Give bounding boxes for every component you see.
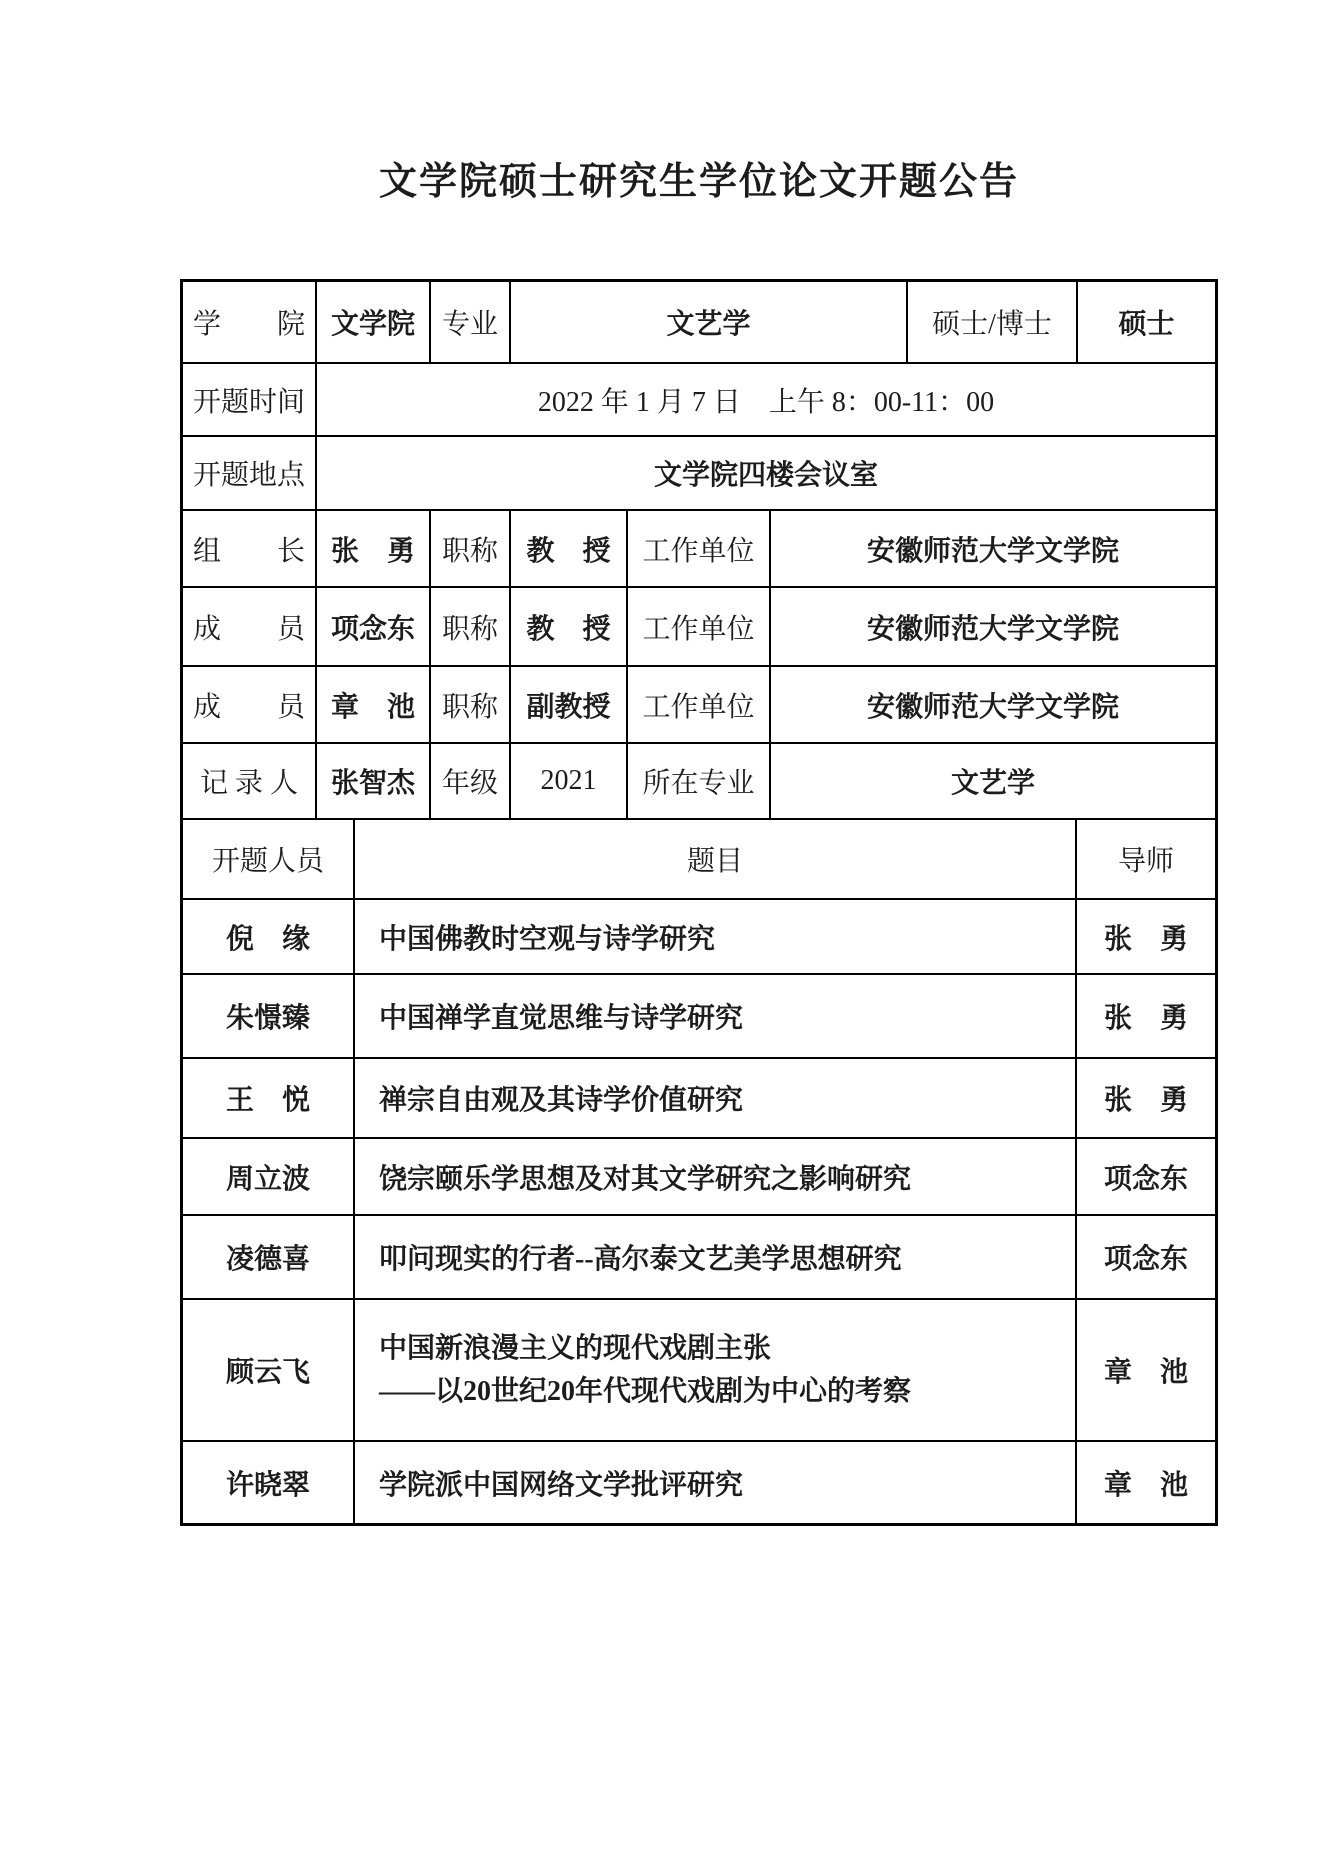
topic-person: 顾云飞 <box>183 1300 355 1440</box>
topic-row <box>183 1059 1215 1139</box>
topics-header-topic: 题目 <box>355 820 1077 898</box>
chair-title: 教 授 <box>511 511 628 586</box>
major-value: 文艺学 <box>511 282 908 362</box>
chair-role: 组 长 <box>183 511 317 586</box>
announcement-table <box>180 279 1218 1526</box>
topic-row <box>183 900 1215 975</box>
topic-row <box>183 1442 1215 1523</box>
topic-row <box>183 1216 1215 1300</box>
member1-role: 成 员 <box>183 588 317 665</box>
row-time <box>183 364 1215 437</box>
row-committee-member-2 <box>183 667 1215 744</box>
member1-unit-label: 工作单位 <box>628 588 771 665</box>
member2-role: 成 员 <box>183 667 317 742</box>
topic-advisor: 张 勇 <box>1103 1085 1188 1116</box>
school-value: 文学院 <box>317 282 431 362</box>
recorder-grade: 2021 <box>511 744 628 818</box>
chair-title-label: 职称 <box>431 511 511 586</box>
row-school <box>183 282 1215 364</box>
recorder-label: 记 录 人 <box>183 744 317 818</box>
row-topics-header <box>183 820 1215 900</box>
topic-person: 朱憬臻 <box>183 975 355 1057</box>
recorder-grade-label: 年级 <box>431 744 511 818</box>
topic-title-line-1: 中国新浪漫主义的现代戏剧主张 <box>379 1332 772 1364</box>
topics-header-advisor: 导师 <box>1117 846 1174 877</box>
topic-person: 王 悦 <box>183 1059 355 1137</box>
topic-advisor: 项念东 <box>1103 1163 1188 1195</box>
topic-title: 饶宗颐乐学思想及对其文学研究之影响研究 <box>355 1139 1077 1214</box>
row-committee-member-1 <box>183 588 1215 667</box>
topic-row <box>183 1300 1215 1442</box>
venue-label: 开题地点 <box>183 437 317 509</box>
school-label: 学 院 <box>183 282 317 362</box>
row-venue <box>183 437 1215 511</box>
topic-title: 学院派中国网络文学批评研究 <box>355 1442 1077 1523</box>
member2-name: 章 池 <box>317 667 431 742</box>
topic-row <box>183 975 1215 1059</box>
recorder-major: 文艺学 <box>950 768 1035 799</box>
member2-title: 副教授 <box>511 667 628 742</box>
row-committee-chair <box>183 511 1215 588</box>
topic-title: 中国佛教时空观与诗学研究 <box>355 900 1077 973</box>
member2-unit-label: 工作单位 <box>628 667 771 742</box>
topic-advisor: 项念东 <box>1103 1244 1188 1275</box>
topic-row <box>183 1139 1215 1216</box>
member2-title-label: 职称 <box>431 667 511 742</box>
topic-person: 周立波 <box>183 1139 355 1214</box>
topic-person: 凌德喜 <box>183 1216 355 1298</box>
time-label: 开题时间 <box>183 364 317 435</box>
member1-unit: 安徽师范大学文学院 <box>866 613 1119 645</box>
member1-name: 项念东 <box>317 588 431 665</box>
topic-advisor: 章 池 <box>1103 1469 1188 1501</box>
degree-value: 硕士 <box>1118 309 1175 340</box>
topic-advisor: 张 勇 <box>1103 923 1188 955</box>
member1-title: 教 授 <box>511 588 628 665</box>
member1-title-label: 职称 <box>431 588 511 665</box>
topic-advisor: 张 勇 <box>1103 1003 1188 1034</box>
topic-person: 倪 缘 <box>183 900 355 973</box>
recorder-major-label: 所在专业 <box>628 744 771 818</box>
chair-unit-label: 工作单位 <box>628 511 771 586</box>
member2-unit: 安徽师范大学文学院 <box>866 691 1119 723</box>
topic-title: 中国禅学直觉思维与诗学研究 <box>355 975 1077 1057</box>
time-value: 2022 年 1 月 7 日 上午 8：00-11：00 <box>537 386 995 418</box>
recorder-name: 张智杰 <box>317 744 431 818</box>
topic-person: 许晓翠 <box>183 1442 355 1523</box>
topic-title <box>355 1300 1077 1440</box>
topic-title: 叩问现实的行者--高尔泰文艺美学思想研究 <box>355 1216 1077 1298</box>
topic-advisor: 章 池 <box>1103 1357 1188 1388</box>
topics-header-person: 开题人员 <box>183 820 355 898</box>
chair-unit: 安徽师范大学文学院 <box>866 535 1119 567</box>
page-title: 文学院硕士研究生学位论文开题公告 <box>378 161 1019 203</box>
row-recorder <box>183 744 1215 820</box>
topic-title: 禅宗自由观及其诗学价值研究 <box>355 1059 1077 1137</box>
topic-title-line-2: ——以20世纪20年代现代戏剧为中心的考察 <box>379 1376 912 1407</box>
major-label: 专业 <box>431 282 511 362</box>
chair-name: 张 勇 <box>317 511 431 586</box>
degree-label: 硕士/博士 <box>908 282 1078 362</box>
venue-value: 文学院四楼会议室 <box>653 460 878 491</box>
